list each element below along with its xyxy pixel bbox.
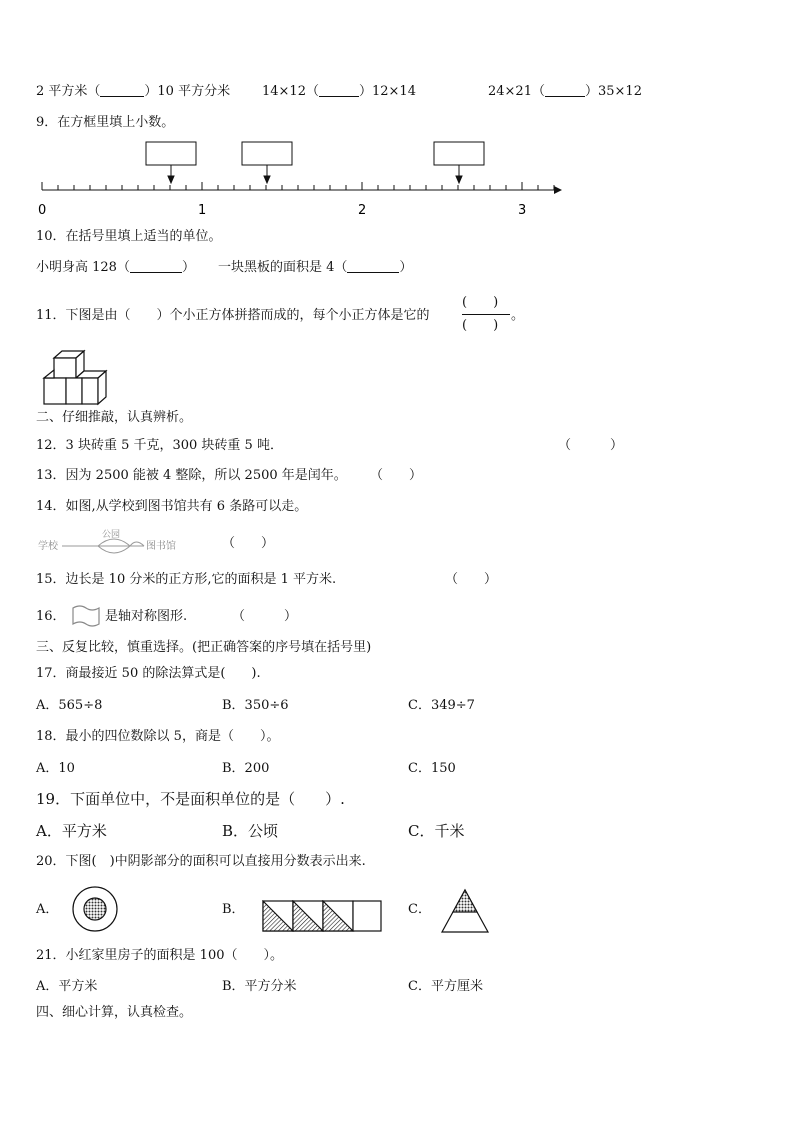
q14-answer-paren[interactable]: （ ） — [222, 536, 275, 551]
q8-a-blank[interactable] — [100, 84, 144, 97]
section-3-title: 三、反复比较，慎重选择。(把正确答案的序号填在括号里) — [36, 640, 372, 655]
q10-a-right: ） — [181, 260, 195, 275]
q13-text: 13．因为 2500 能被 4 整除，所以 2500 年是闰年。 — [36, 468, 347, 483]
number-line-figure — [30, 138, 570, 222]
q18-text: 18．最小的四位数除以 5，商是（ ）。 — [36, 729, 280, 744]
q20-figure-b-squares — [262, 900, 384, 934]
q11-fraction-top[interactable]: ( ) — [462, 295, 499, 310]
q9-text: 9．在方框里填上小数。 — [36, 115, 175, 130]
q12-answer-paren[interactable]: （ ） — [558, 438, 624, 453]
answer-box-1[interactable] — [146, 142, 196, 165]
q20-figure-c-triangle — [440, 888, 490, 934]
q10-text: 10．在括号里填上适当的单位。 — [36, 229, 222, 244]
tick-label-3: 3 — [518, 203, 527, 218]
label-library: 图书馆 — [146, 541, 176, 552]
axis-arrowhead — [554, 186, 562, 194]
q10-a-blank[interactable] — [130, 260, 182, 273]
q8-b-left: 14×12（ — [262, 84, 319, 99]
q15-answer-paren[interactable]: （ ） — [445, 572, 498, 587]
q17-option-b[interactable]: B．350÷6 — [222, 698, 289, 713]
q8-row — [36, 84, 230, 100]
q19-option-b[interactable]: B．公顷 — [222, 822, 279, 840]
q8-c-left: 24×21（ — [488, 84, 545, 99]
q8-c-blank[interactable] — [545, 84, 585, 97]
pointer-arrows — [168, 165, 462, 183]
q19-option-a[interactable]: A．平方米 — [36, 822, 107, 840]
q20-option-b[interactable]: B． — [222, 902, 245, 917]
q17-option-a[interactable]: A．565÷8 — [36, 698, 103, 713]
q8-a-left: 2 平方米（ — [36, 84, 101, 99]
q15-text: 15．边长是 10 分米的正方形,它的面积是 1 平方米. — [36, 572, 337, 587]
q10-b-left: 一块黑板的面积是 4（ — [218, 260, 348, 275]
q11-fraction-bottom[interactable]: ( ) — [462, 318, 499, 333]
q21-option-c[interactable]: C．平方厘米 — [408, 979, 483, 994]
q11-fraction-bar — [462, 314, 510, 315]
q11-text-end: 。 — [511, 308, 525, 323]
q8-b-row — [262, 84, 416, 100]
q10-a-row — [36, 260, 195, 276]
q10-b-right: ） — [399, 260, 413, 275]
label-park: 公园 — [102, 530, 121, 540]
q8-c-row — [488, 84, 642, 100]
q20-option-a[interactable]: A． — [36, 902, 59, 917]
section-4-title: 四、细心计算，认真检查。 — [36, 1005, 193, 1020]
q19-option-c[interactable]: C．千米 — [408, 822, 465, 840]
q14-text: 14．如图,从学校到图书馆共有 6 条路可以走。 — [36, 499, 308, 514]
q18-option-a[interactable]: A．10 — [36, 761, 75, 776]
q10-a-left: 小明身高 128（ — [36, 260, 130, 275]
q13-answer-paren[interactable]: （ ） — [370, 468, 423, 483]
route-diagram — [36, 528, 186, 556]
tick-label-1: 1 — [198, 203, 207, 218]
cube-stack-figure — [42, 348, 112, 408]
q8-a-right: ）10 平方分米 — [144, 84, 231, 99]
q21-option-a[interactable]: A．平方米 — [36, 979, 98, 994]
q20-option-c[interactable]: C． — [408, 902, 431, 917]
q18-option-c[interactable]: C．150 — [408, 761, 456, 776]
q17-text: 17．商最接近 50 的除法算式是( ). — [36, 666, 261, 681]
q10-b-row — [218, 260, 412, 276]
q11-text: 11．下图是由（ ）个小正方体拼搭而成的，每个小正方体是它的 — [36, 308, 430, 323]
q8-b-blank[interactable] — [319, 84, 359, 97]
q20-text: 20．下图( )中阴影部分的面积可以直接用分数表示出来. — [36, 854, 366, 869]
q8-c-right: ）35×12 — [584, 84, 642, 99]
q16-text: 是轴对称图形. — [105, 609, 188, 624]
label-school: 学校 — [38, 541, 58, 552]
answer-box-3[interactable] — [434, 142, 484, 165]
wave-flag-shape — [70, 604, 102, 628]
q17-option-c[interactable]: C．349÷7 — [408, 698, 475, 713]
q18-option-b[interactable]: B．200 — [222, 761, 270, 776]
q16-answer-paren[interactable]: （ ） — [232, 609, 298, 624]
q8-b-right: ）12×14 — [358, 84, 416, 99]
q10-b-blank[interactable] — [347, 260, 399, 273]
tick-label-0: 0 — [38, 203, 47, 218]
section-2-title: 二、仔细推敲，认真辨析。 — [36, 410, 193, 425]
q20-figure-a-concentric-circles — [70, 886, 120, 932]
q21-option-b[interactable]: B．平方分米 — [222, 979, 297, 994]
axis-ticks — [42, 182, 554, 190]
q21-text: 21．小红家里房子的面积是 100（ ）。 — [36, 948, 283, 963]
tick-label-2: 2 — [358, 203, 367, 218]
q19-text: 19．下面单位中，不是面积单位的是（ ）. — [36, 790, 345, 808]
q16-prefix: 16． — [36, 609, 66, 624]
q12-text: 12．3 块砖重 5 千克，300 块砖重 5 吨． — [36, 438, 283, 453]
answer-box-2[interactable] — [242, 142, 292, 165]
